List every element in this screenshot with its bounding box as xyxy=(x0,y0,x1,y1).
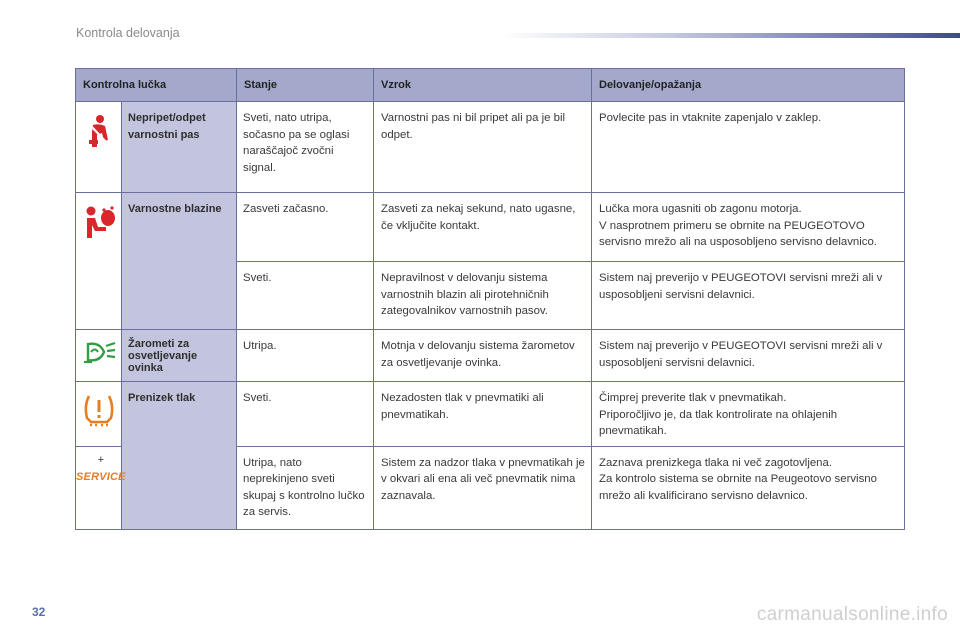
cause-cell: Nepravilnost v delovanju sistema varnostnih blazin ali pirotehničnih zategovalnikov varnostnih pasov. xyxy=(374,262,592,330)
column-header-cause: Vzrok xyxy=(374,69,592,102)
cause-cell: Zasveti za nekaj sekund, nato ugasne, če vključite kontakt. xyxy=(374,193,592,262)
action-cell: Povlecite pas in vtaknite zapenjalo v zaklep. xyxy=(592,102,905,193)
section-title: Kontrola delovanja xyxy=(76,26,180,40)
table-row xyxy=(76,330,905,382)
watermark: carmanualsonline.info xyxy=(756,604,948,625)
table-header-row xyxy=(76,69,905,102)
column-header-action: Delovanje/opažanja xyxy=(592,69,905,102)
state-cell: Sveti. xyxy=(237,262,374,330)
column-header-state: Stanje xyxy=(237,69,374,102)
action-cell: Sistem naj preverijo v PEUGEOTOVI servisni mreži ali v usposobljeni servisni delavnici. xyxy=(592,330,905,382)
icon-cell xyxy=(76,193,122,330)
tyre-pressure-icon xyxy=(82,392,116,434)
column-header-lamp: Kontrolna lučka xyxy=(76,69,237,102)
action-cell: Lučka mora ugasniti ob zagonu motorja. V nasprotnem primeru se obrnite na PEUGEOTOVO servisno mrežo ali na usposobljeno servisno delavnico. xyxy=(592,193,905,262)
lamp-name: Prenizek tlak xyxy=(122,382,237,530)
service-plus-sign: + xyxy=(97,453,105,466)
action-cell: Zaznava prenizkega tlaka ni več zagotovljena. Za kontrolo sistema se obrnite na Peugeotovo servisno mrežo ali kvalificirano servisno delavnico. xyxy=(592,446,905,529)
seatbelt-warning-icon xyxy=(86,114,112,154)
state-cell: Sveti, nato utripa, sočasno pa se oglasi naraščajoč zvočni signal. xyxy=(237,102,374,193)
airbag-warning-icon xyxy=(82,205,116,245)
page-number: 32 xyxy=(32,605,46,619)
icon-cell xyxy=(76,446,126,529)
state-cell: Sveti. xyxy=(237,382,374,447)
cause-cell: Motnja v delovanju sistema žarometov za osvetljevanje ovinka. xyxy=(374,330,592,382)
cornering-light-icon xyxy=(82,340,116,370)
table-row xyxy=(76,102,905,193)
state-cell: Zasveti začasno. xyxy=(237,193,374,262)
icon-cell xyxy=(76,382,122,447)
action-cell: Čimprej preverite tlak v pnevmatikah. Priporočljivo je, da tlak kontrolirate na ohlajenih pnevmatikah. xyxy=(592,382,905,447)
icon-cell xyxy=(76,102,122,193)
warning-lamp-table xyxy=(75,68,905,530)
action-cell: Sistem naj preverijo v PEUGEOTOVI servisni mreži ali v usposobljeni servisni delavnici. xyxy=(592,262,905,330)
lamp-name: Varnostne blazine xyxy=(122,193,237,330)
cause-cell: Varnostni pas ni bil pripet ali pa je bil odpet. xyxy=(374,102,592,193)
lamp-name: Žarometi za osvetljevanje ovinka xyxy=(122,330,237,382)
cause-cell: Nezadosten tlak v pnevmatiki ali pnevmatikah. xyxy=(374,382,592,447)
table-row xyxy=(76,193,905,262)
lamp-name: Nepripet/odpet varnostni pas xyxy=(122,102,237,193)
state-cell: Utripa. xyxy=(237,330,374,382)
cause-cell: Sistem za nadzor tlaka v pnevmatikah je v okvari ali ena ali več pnevmatik nima zaznavala. xyxy=(374,446,592,529)
header-gradient-bar xyxy=(500,33,960,38)
state-cell: Utripa, nato neprekinjeno sveti skupaj s kontrolno lučko za servis. xyxy=(237,446,374,529)
table-row xyxy=(76,382,905,447)
service-badge: SERVICE xyxy=(76,470,126,483)
icon-cell xyxy=(76,330,122,382)
service-warning-icon xyxy=(76,454,126,486)
